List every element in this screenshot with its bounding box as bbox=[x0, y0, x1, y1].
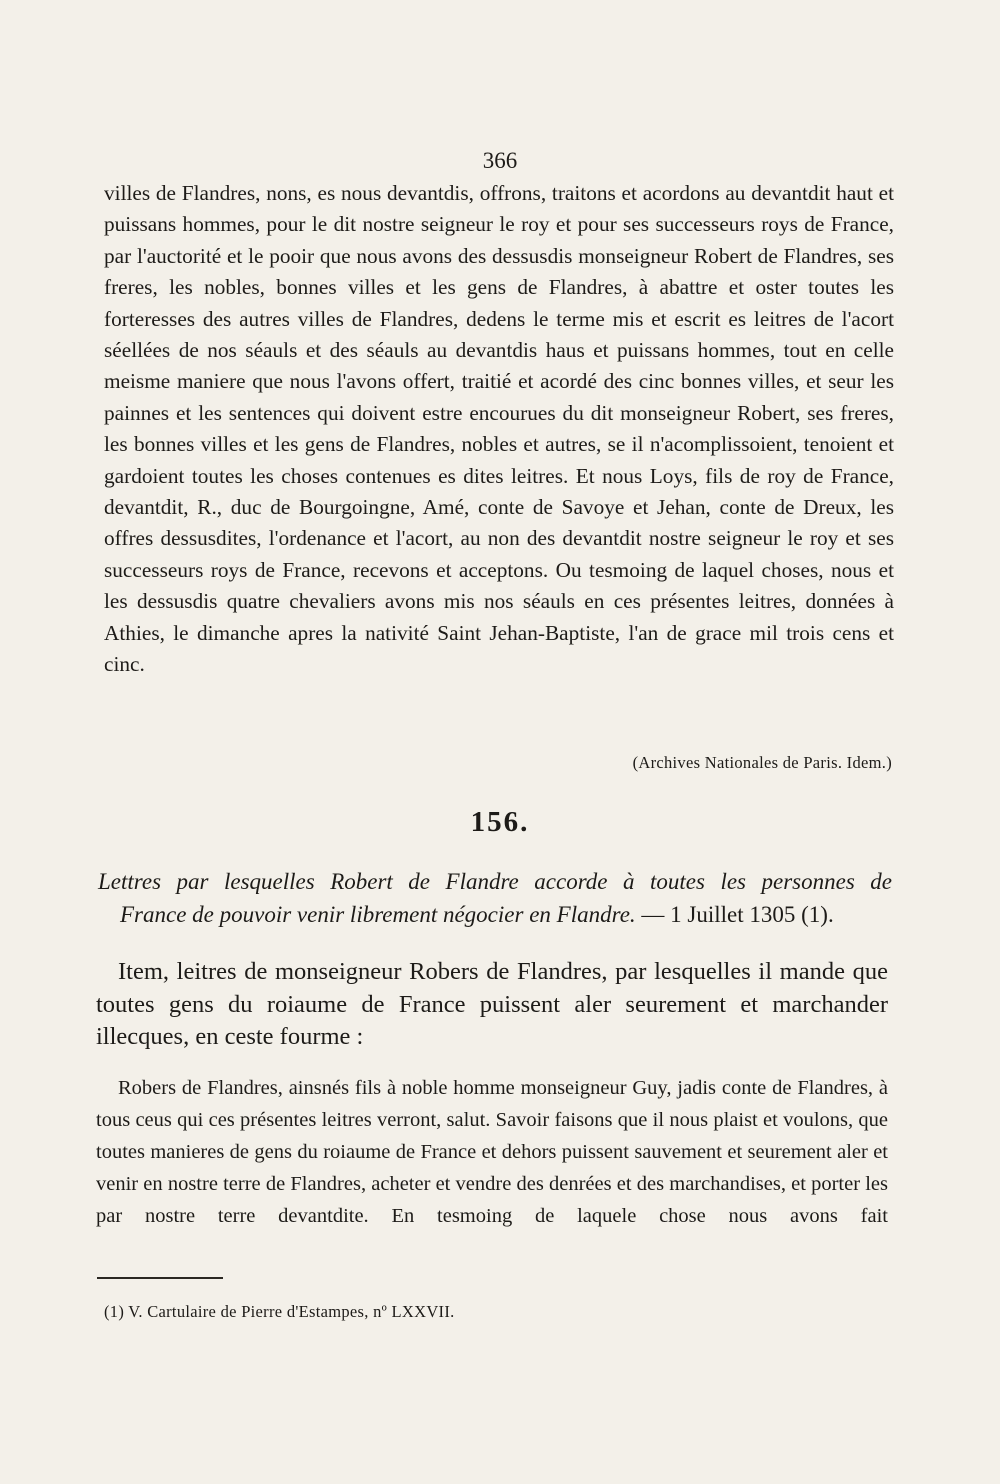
body-text bbox=[104, 178, 894, 681]
footnote-divider bbox=[97, 1277, 223, 1279]
document-number: 156. bbox=[470, 806, 530, 838]
source-citation: (Archives Nationales de Paris. Idem.) bbox=[632, 753, 892, 772]
document-title-line-2 bbox=[98, 898, 892, 931]
document-date: — 1 Juillet 1305 (1). bbox=[635, 902, 834, 927]
document-title bbox=[98, 865, 892, 931]
document-title-line-1: Lettres par lesquelles Robert de Flandre accorde à toutes les personnes de bbox=[98, 869, 892, 894]
intro-text bbox=[96, 956, 888, 1054]
charter-paragraph: Robers de Flandres, ainsnés fils à noble homme monseigneur Guy, jadis conte de Flandres, à tous ceus qui ces présentes leitres verront, salut. Savoir faisons que il nous plaist et voulons, que toutes manieres de gens du roiaume de France et dehors puissent sauvement et seurement aler et venir en nostre terre de Flandres, acheter et vendre des denrées et des marchandises, et porter les par nostre terre devantdite. En tesmoing de laquele chose nous avons fait bbox=[96, 1077, 888, 1227]
charter-text bbox=[96, 1072, 888, 1232]
footnote: (1) V. Cartulaire de Pierre d'Estampes, nº LXXVII. bbox=[104, 1302, 455, 1321]
body-paragraph: villes de Flandres, nons, es nous devantdis, offrons, traitons et acordons au devantdit haut et puissans hommes, pour le dit nostre seigneur le roy et pour ses successeurs roys de France, par l'auctorité et le pooir que nous avons des dessusdis monseigneur Robert de Flandres, ses freres, les nobles, bonnes villes et les gens de Flandres, à abattre et oster toutes les forteresses des autres villes de Flandres, dedens le terme mis et escrit es leitres de l'acort séellées de nos séauls et des séauls au devantdis haus et puissans hommes, tout en celle meisme maniere que nous l'avons offert, traitié et acordé des cinc bonnes villes, et seur les painnes et les sentences qui doivent estre encourues du dit monseigneur Robert, ses freres, les bonnes villes et les gens de Flandres, nobles et autres, se il n'acomplissoient, tenoient et gardoient toutes les choses contenues es dites leitres. Et nous Loys, fils de roy de France, devantdit, R., duc de Bourgoingne, Amé, conte de Savoye et Jehan, conte de Dreux, les offres dessusdites, l'ordenance et l'acort, au non des devantdit nostre seigneur le roy et ses successeurs roys de France, recevons et acceptons. Ou tesmoing de laquel choses, nous et les dessusdis quatre chevaliers avons mis nos séauls en ces présentes leitres, données à Athies, le dimanche apres la nativité Saint Jehan-Baptiste, l'an de grace mil trois cens et cinc. bbox=[104, 181, 894, 677]
document-title-line-2-text: France de pouvoir venir librement négocier en Flandre. bbox=[120, 902, 636, 927]
intro-paragraph: Item, leitres de monseigneur Robers de Flandres, par lesquelles il mande que toutes gens du roiaume de France puissent aler seurement et marchander illecques, en ceste fourme : bbox=[96, 958, 888, 1050]
page-number: 366 bbox=[482, 148, 518, 173]
